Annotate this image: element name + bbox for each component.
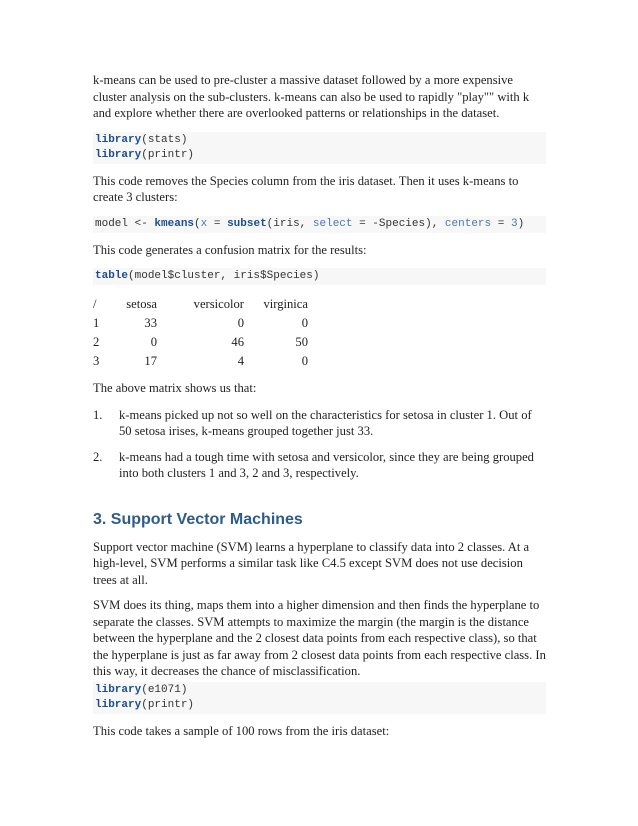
code-keyword: x bbox=[200, 217, 208, 230]
findings-list bbox=[93, 407, 546, 482]
list-item bbox=[93, 449, 546, 482]
list-item-text: k-means had a tough time with setosa and versicolor, since they are being grouped into both clusters 1 and 3, 2 and 3, respectively. bbox=[119, 449, 534, 480]
table-cell: 3 bbox=[93, 354, 100, 368]
table-row bbox=[93, 352, 308, 371]
list-marker: 1. bbox=[93, 407, 103, 422]
code-function: library bbox=[95, 683, 142, 696]
table-cell: 17 bbox=[144, 354, 157, 368]
code-block-libraries-2 bbox=[93, 682, 546, 714]
code-function: subset bbox=[227, 217, 267, 230]
code-block-libraries-1 bbox=[93, 132, 546, 164]
code-arg: (e1071) bbox=[141, 683, 188, 696]
code-text: ( bbox=[194, 217, 201, 230]
table-cell: 46 bbox=[231, 335, 244, 349]
table-header-cell: versicolor bbox=[193, 297, 244, 311]
code-block-kmeans bbox=[93, 216, 546, 233]
intro-paragraph: k-means can be used to pre-cluster a massive dataset followed by a more expensive cluster analysis on the sub-clusters. k-means can also be used to rapidly "play"" with k and explore whether there are overlooked patterns or relationships in the dataset. bbox=[93, 73, 530, 120]
table-header-row bbox=[93, 295, 308, 314]
table-cell: 0 bbox=[301, 354, 308, 368]
table-cell: 1 bbox=[93, 316, 100, 330]
confusion-paragraph: This code generates a confusion matrix for the results: bbox=[93, 242, 367, 257]
code-function: table bbox=[95, 270, 129, 282]
code-arg: (printr) bbox=[141, 698, 195, 711]
table-header-cell: setosa bbox=[126, 297, 157, 311]
list-marker: 2. bbox=[93, 449, 103, 464]
list-item-text: k-means picked up not so well on the characteristics for setosa in cluster 1. Out of 50 setosa irises, k-means grouped together just 33. bbox=[119, 407, 532, 438]
code-keyword: select bbox=[312, 217, 353, 230]
code-function: kmeans bbox=[154, 217, 195, 230]
table-cell: 0 bbox=[301, 316, 308, 330]
table-cell: 50 bbox=[295, 335, 308, 349]
code-function: library bbox=[95, 698, 142, 711]
code-function: library bbox=[95, 148, 142, 161]
table-cell: 2 bbox=[93, 335, 100, 349]
section-heading: 3. Support Vector Machines bbox=[93, 510, 303, 528]
matrix-summary-paragraph: The above matrix shows us that: bbox=[93, 381, 257, 395]
confusion-matrix-table bbox=[93, 295, 308, 371]
code-text: = -Species), bbox=[352, 217, 445, 230]
remove-species-paragraph: This code removes the Species column from the iris dataset. Then it uses k-means to create 3 clusters: bbox=[93, 173, 519, 204]
list-item bbox=[93, 407, 546, 440]
sample-paragraph: This code takes a sample of 100 rows from the iris dataset: bbox=[93, 723, 390, 738]
table-header-cell: / bbox=[93, 297, 97, 311]
table-row bbox=[93, 333, 308, 352]
table-header-cell: virginica bbox=[263, 297, 308, 311]
svm-paragraph-1: Support vector machine (SVM) learns a hyperplane to classify data into 2 classes. At a high-level, SVM performs a similar task like C4.5 except SVM does not use decision trees at all. bbox=[93, 539, 530, 587]
code-text: = bbox=[491, 217, 511, 230]
code-text: ) bbox=[517, 217, 525, 230]
code-arg: (stats) bbox=[141, 133, 188, 146]
table-row bbox=[93, 314, 308, 333]
svm-paragraph-2: SVM does its thing, maps them into a higher dimension and then finds the hyperplane to separate the classes. SVM attempts to maximize the margin (the margin is the distance between the hyperplane and the 2 closest data points from each respective class), so that the hyperplane is just as far away from 2 closest data points from each respective class. In this way, it decreases the chance of misclassification. bbox=[93, 598, 546, 678]
code-keyword: centers bbox=[444, 217, 492, 230]
table-cell: 0 bbox=[150, 335, 157, 349]
code-arg: (printr) bbox=[141, 148, 195, 161]
code-arg: (model$cluster, iris$Species) bbox=[128, 270, 320, 282]
code-text: model <- bbox=[95, 217, 155, 230]
code-text: = bbox=[207, 217, 228, 230]
code-block-table bbox=[93, 268, 546, 285]
code-function: library bbox=[95, 133, 142, 146]
table-cell: 33 bbox=[144, 316, 157, 330]
code-text: (iris, bbox=[266, 217, 313, 230]
table-cell: 4 bbox=[237, 354, 244, 368]
table-cell: 0 bbox=[237, 316, 244, 330]
code-number: 3 bbox=[510, 217, 518, 230]
